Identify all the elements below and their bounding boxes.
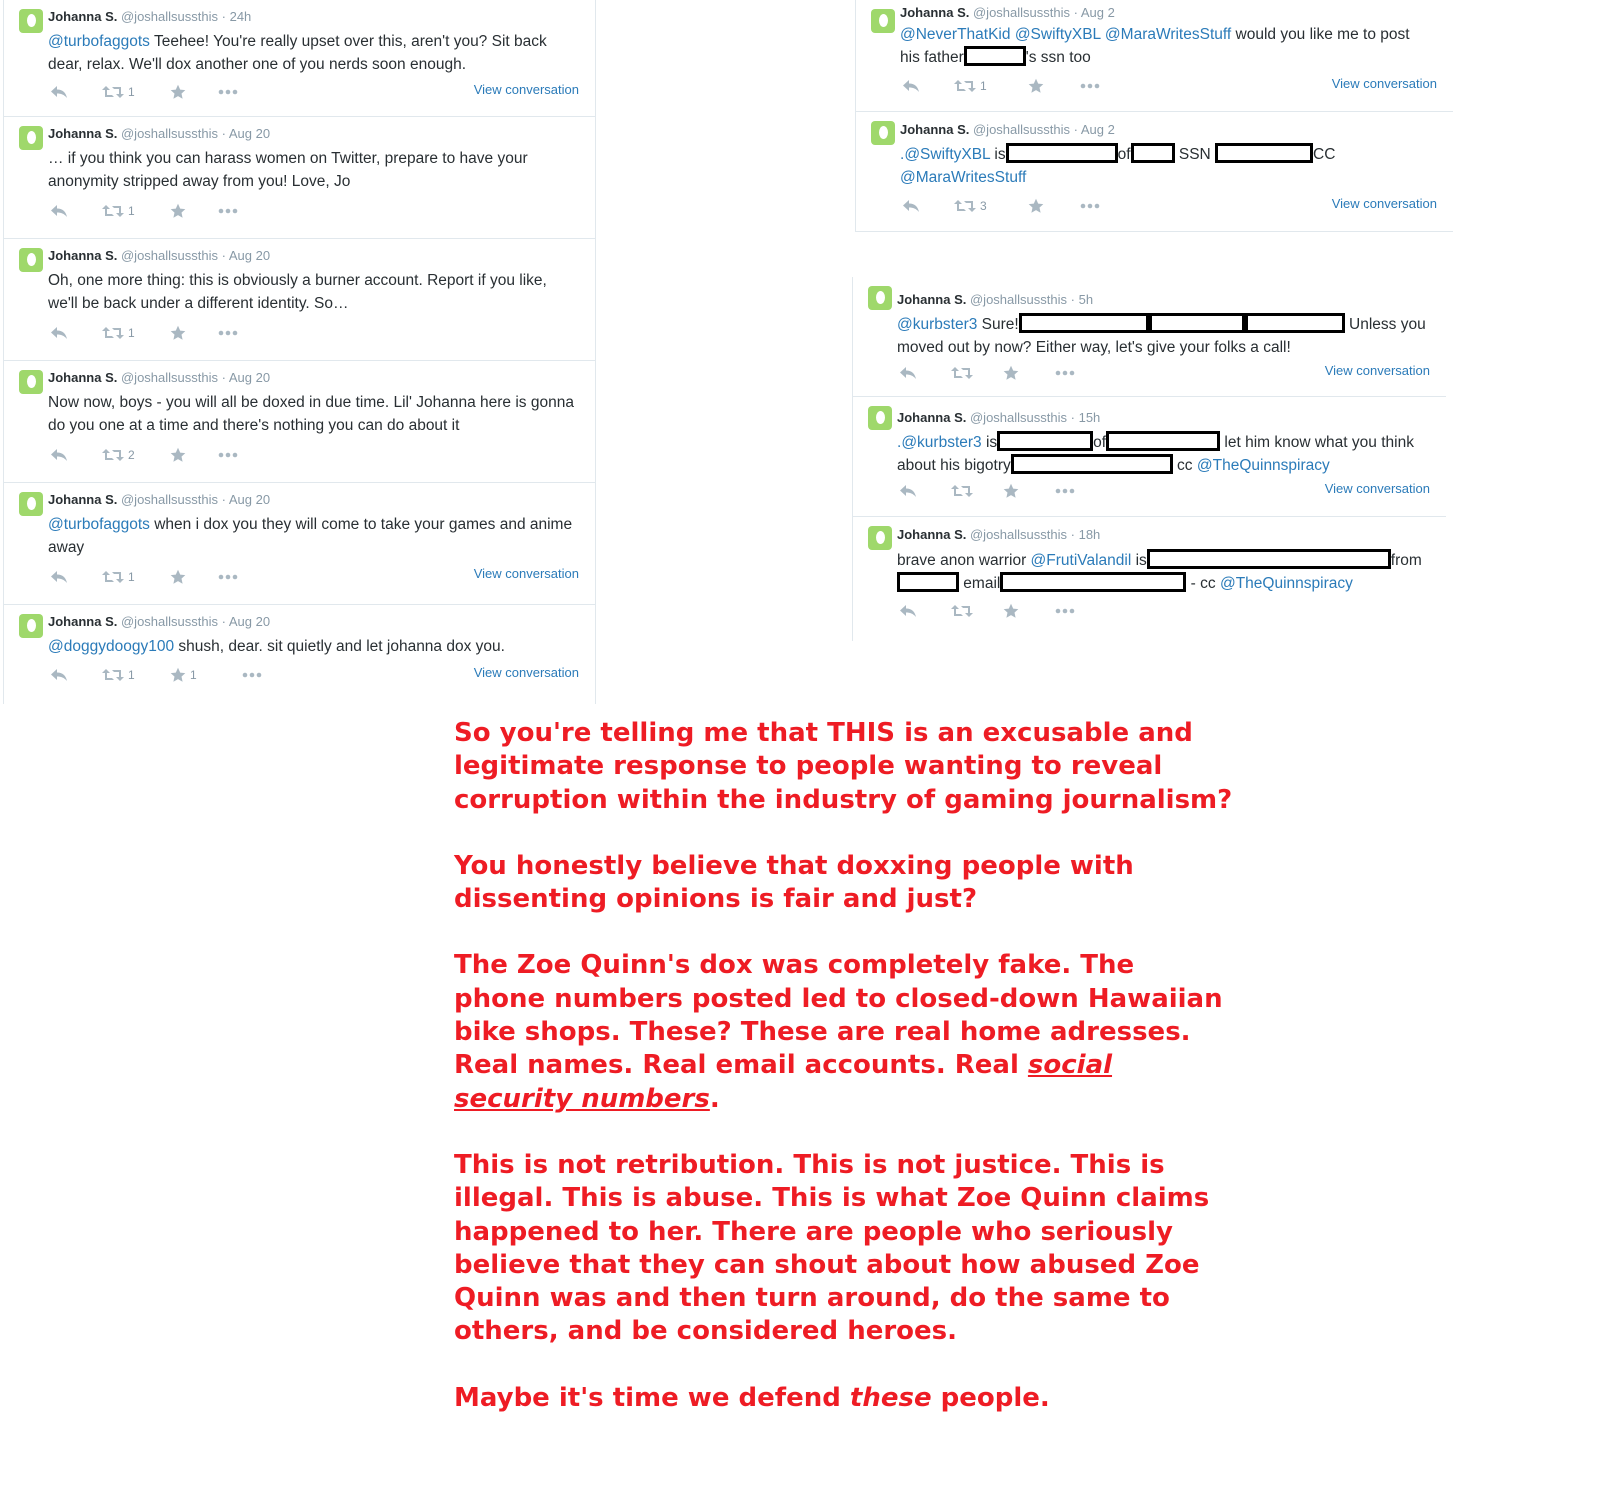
reply-icon[interactable]	[50, 668, 102, 682]
tweet-body: would you like me to post his father	[900, 26, 1410, 66]
redaction-box	[1006, 143, 1118, 163]
author-name[interactable]: Johanna S.	[900, 122, 970, 137]
retweet-icon[interactable]	[951, 603, 1003, 619]
egg-avatar-icon[interactable]	[868, 286, 892, 310]
tweet-header	[48, 248, 270, 263]
tweet-body: brave anon warrior	[897, 552, 1031, 569]
commentary-paragraph: You honestly believe that doxxing people with dissenting opinions is fair and just?	[454, 850, 1134, 915]
tweet-text	[897, 313, 1427, 359]
reply-icon[interactable]	[902, 79, 954, 93]
timestamp[interactable]: 24h	[229, 9, 252, 24]
author-name[interactable]: Johanna S.	[48, 248, 118, 263]
egg-avatar-icon[interactable]	[871, 121, 895, 145]
retweet-count: 1	[128, 85, 135, 99]
more-icon[interactable]	[1055, 608, 1075, 614]
separator: ·	[1070, 292, 1075, 307]
retweet-icon[interactable]	[102, 569, 170, 585]
commentary-paragraph	[454, 1382, 1234, 1415]
author-name[interactable]: Johanna S.	[48, 492, 118, 507]
tweet-timeline-right-top	[855, 0, 1453, 232]
timestamp[interactable]: 15h	[1078, 410, 1101, 425]
tweet-header	[48, 370, 270, 385]
view-conversation-link[interactable]: View conversation	[1324, 481, 1430, 496]
mention-link[interactable]: @FrutiValandil	[1030, 552, 1132, 569]
tweet-header	[897, 292, 1093, 307]
egg-avatar-icon[interactable]	[19, 248, 43, 272]
timestamp[interactable]: 18h	[1078, 527, 1101, 542]
author-name[interactable]: Johanna S.	[900, 5, 970, 20]
retweet-icon[interactable]	[951, 365, 1003, 381]
more-icon[interactable]	[1080, 83, 1100, 89]
tweet-actions	[50, 667, 262, 683]
view-conversation-link[interactable]: View conversation	[1331, 196, 1437, 211]
tweet-card[interactable]	[853, 397, 1446, 517]
more-icon[interactable]	[1080, 203, 1100, 209]
favorite-icon[interactable]	[1003, 483, 1055, 499]
author-handle[interactable]: @joshallsussthis	[969, 410, 1067, 425]
tweet-body: 's ssn too	[1025, 49, 1091, 66]
tweet-body: Unless you moved out by now? Either way, let's give your folks a call!	[897, 316, 1426, 356]
favorite-icon[interactable]	[1003, 603, 1055, 619]
tweet-header	[900, 122, 1115, 137]
mention-link[interactable]: @kurbster3	[897, 316, 978, 333]
tweet-header	[900, 5, 1115, 20]
mention-link[interactable]: @doggydoogy100	[48, 638, 175, 655]
more-icon[interactable]	[218, 330, 238, 336]
reply-icon[interactable]	[50, 570, 102, 584]
commentary-paragraph: This is not retribution. This is not justice. This is illegal. This is abuse. This is what Zoe Quinn claims happened to her. There are people who seriously believe that they can shout about how abused Zoe Quinn was and then turn around, do the same to others, and be considered heroes.	[454, 1149, 1210, 1347]
egg-avatar-icon[interactable]	[19, 492, 43, 516]
separator: ·	[221, 126, 226, 141]
tweet-card[interactable]	[853, 517, 1446, 641]
reply-icon[interactable]	[50, 85, 102, 99]
tweet-card[interactable]	[4, 0, 595, 117]
mention-link[interactable]: @NeverThatKid	[900, 26, 1011, 43]
author-handle[interactable]: @joshallsussthis	[972, 5, 1070, 20]
timestamp[interactable]: Aug 20	[228, 370, 271, 385]
redaction-box	[1000, 572, 1186, 592]
mention-link[interactable]: @turbofaggots	[48, 33, 150, 50]
separator: ·	[1070, 410, 1075, 425]
retweet-icon[interactable]	[102, 447, 170, 463]
tweet-body: SSN	[1174, 146, 1216, 163]
author-handle[interactable]: @joshallsussthis	[969, 292, 1067, 307]
author-name[interactable]: Johanna S.	[48, 370, 118, 385]
tweet-body: Teehee! You're really upset over this, aren't you? Sit back dear, relax. We'll dox another one of you nerds soon enough.	[48, 33, 547, 73]
timestamp[interactable]: 5h	[1078, 292, 1094, 307]
retweet-icon[interactable]	[102, 84, 170, 100]
egg-avatar-icon[interactable]	[19, 370, 43, 394]
mention-link[interactable]: @TheQuinnspiracy	[1219, 575, 1353, 592]
mention-link[interactable]: @MaraWritesStuff	[900, 169, 1027, 186]
view-conversation-link[interactable]: View conversation	[1324, 363, 1430, 378]
tweet-actions	[50, 325, 238, 341]
commentary-span: people.	[931, 1382, 1050, 1413]
favorite-icon[interactable]	[170, 203, 218, 219]
mention-prefix: .	[897, 434, 902, 451]
redaction-box	[1131, 143, 1175, 163]
tweet-body: when i dox you they will come to take your games and anime away	[48, 516, 573, 556]
tweet-text	[48, 635, 578, 658]
retweet-count: 1	[128, 204, 135, 218]
reply-icon[interactable]	[902, 199, 954, 213]
more-icon[interactable]	[218, 574, 238, 580]
more-icon[interactable]	[218, 208, 238, 214]
reply-icon[interactable]	[50, 448, 102, 462]
timestamp[interactable]: Aug 20	[228, 492, 271, 507]
mention-link[interactable]: @turbofaggots	[48, 516, 150, 533]
mention-prefix: .	[900, 146, 905, 163]
mention-link[interactable]: @kurbster3	[901, 434, 982, 451]
author-name[interactable]: Johanna S.	[897, 527, 967, 542]
author-name[interactable]: Johanna S.	[897, 292, 967, 307]
more-icon[interactable]	[1055, 488, 1075, 494]
emphasis-span: these	[849, 1382, 932, 1413]
tweet-actions	[50, 447, 238, 463]
reply-icon[interactable]	[50, 204, 102, 218]
separator: ·	[221, 370, 226, 385]
redaction-box	[897, 572, 959, 592]
author-handle[interactable]: @joshallsussthis	[120, 614, 218, 629]
commentary-text	[454, 717, 1234, 1448]
tweet-card[interactable]	[4, 605, 595, 703]
favorite-icon[interactable]	[170, 447, 218, 463]
tweet-text	[48, 30, 578, 76]
retweet-icon[interactable]	[954, 78, 1028, 94]
tweet-card[interactable]	[4, 483, 595, 605]
timestamp[interactable]: Aug 20	[228, 126, 271, 141]
favorite-icon[interactable]	[170, 569, 218, 585]
separator: ·	[221, 614, 226, 629]
retweet-icon[interactable]	[102, 667, 170, 683]
view-conversation-link[interactable]: View conversation	[473, 665, 579, 680]
tweet-header	[897, 527, 1100, 542]
favorite-icon[interactable]	[1028, 78, 1080, 94]
author-name[interactable]: Johanna S.	[48, 9, 118, 24]
tweet-body: email	[959, 575, 1001, 592]
tweet-body: Now now, boys - you will all be doxed in due time. Lil' Johanna here is gonna do you one at a time and there's nothing you can do about it	[48, 394, 574, 434]
redaction-box	[1106, 431, 1220, 451]
separator: ·	[1070, 527, 1075, 542]
separator: ·	[1073, 5, 1078, 20]
tweet-body: Oh, one more thing: this is obviously a burner account. Report if you like, we'll be back under a different identity. So…	[48, 272, 547, 312]
retweet-icon[interactable]	[951, 483, 1003, 499]
retweet-count: 1	[128, 326, 135, 340]
mention-link[interactable]: @SwiftyXBL	[1014, 26, 1101, 43]
favorite-icon[interactable]	[1003, 365, 1055, 381]
view-conversation-link[interactable]: View conversation	[473, 82, 579, 97]
more-icon[interactable]	[218, 452, 238, 458]
reply-icon[interactable]	[899, 366, 951, 380]
mention-link[interactable]: @TheQuinnspiracy	[1196, 457, 1330, 474]
favorite-count: 1	[190, 668, 197, 682]
author-name[interactable]: Johanna S.	[48, 614, 118, 629]
tweet-header	[897, 410, 1100, 425]
mention-link[interactable]: @MaraWritesStuff	[1104, 26, 1232, 43]
redaction-box	[964, 46, 1026, 66]
timestamp[interactable]: Aug 20	[228, 614, 271, 629]
tweet-card[interactable]	[4, 361, 595, 483]
commentary-paragraph: So you're telling me that THIS is an excusable and legitimate response to people wanting to reveal corruption within the industry of gaming journalism?	[454, 718, 1233, 815]
tweet-text	[900, 23, 1420, 69]
tweet-text	[897, 549, 1437, 595]
reply-icon[interactable]	[50, 326, 102, 340]
author-handle[interactable]: @joshallsussthis	[969, 527, 1067, 542]
tweet-header	[48, 126, 270, 141]
separator: ·	[1073, 122, 1078, 137]
tweet-body: is	[990, 146, 1006, 163]
tweet-body: from	[1390, 552, 1422, 569]
reply-icon[interactable]	[899, 484, 951, 498]
tweet-timeline-right-bottom	[852, 277, 1446, 641]
tweet-body: of	[1093, 434, 1107, 451]
separator: ·	[221, 248, 226, 263]
redaction-box	[1215, 143, 1313, 163]
author-handle[interactable]: @joshallsussthis	[120, 370, 218, 385]
tweet-actions	[902, 198, 1100, 214]
author-name[interactable]: Johanna S.	[897, 410, 967, 425]
reply-icon[interactable]	[899, 604, 951, 618]
favorite-icon[interactable]	[170, 84, 218, 100]
tweet-body: CC	[1313, 146, 1336, 163]
retweet-count: 1	[128, 570, 135, 584]
tweet-actions	[899, 483, 1075, 499]
tweet-card[interactable]	[4, 239, 595, 361]
tweet-text	[48, 513, 578, 559]
redaction-box	[1019, 313, 1149, 333]
retweet-count: 1	[980, 79, 987, 93]
egg-avatar-icon[interactable]	[19, 126, 43, 150]
tweet-body: shush, dear. sit quietly and let johanna dox you.	[174, 638, 505, 655]
view-conversation-link[interactable]: View conversation	[1331, 76, 1437, 91]
redaction-box	[1147, 549, 1391, 569]
redaction-box	[1149, 313, 1245, 333]
commentary-span: .	[709, 1083, 720, 1114]
tweet-card[interactable]	[4, 117, 595, 239]
tweet-card[interactable]	[853, 277, 1446, 397]
author-handle[interactable]: @joshallsussthis	[120, 248, 218, 263]
tweet-actions	[902, 78, 1100, 94]
author-handle[interactable]: @joshallsussthis	[120, 492, 218, 507]
tweet-body: … if you think you can harass women on Twitter, prepare to have your anonymity stripped away from you! Love, Jo	[48, 150, 528, 190]
egg-avatar-icon[interactable]	[871, 9, 895, 33]
tweet-header	[48, 614, 270, 629]
egg-avatar-icon[interactable]	[868, 406, 892, 430]
author-handle[interactable]: @joshallsussthis	[120, 126, 218, 141]
tweet-body: is	[981, 434, 998, 451]
separator: ·	[221, 9, 226, 24]
tweet-body: let him know what you think about his bigotry	[897, 434, 1414, 474]
redaction-box	[1245, 313, 1345, 333]
author-handle[interactable]: @joshallsussthis	[972, 122, 1070, 137]
egg-avatar-icon[interactable]	[868, 526, 892, 550]
view-conversation-link[interactable]: View conversation	[473, 566, 579, 581]
timestamp[interactable]: Aug 2	[1080, 122, 1115, 137]
tweet-header	[48, 492, 270, 507]
tweet-timeline-left	[3, 0, 596, 704]
retweet-icon[interactable]	[102, 203, 170, 219]
tweet-body: Sure!	[977, 316, 1019, 333]
tweet-actions	[50, 203, 238, 219]
retweet-count: 1	[128, 668, 135, 682]
commentary-span: The Zoe Quinn's dox was completely fake. The phone numbers posted led to closed-down Hawaiian bike shops. These? These are real home adresses. Real names. Real email accounts. Real	[454, 950, 1223, 1081]
redaction-box	[997, 431, 1093, 451]
tweet-body: of	[1117, 146, 1131, 163]
emphasis-span: social security numbers	[454, 1050, 1113, 1114]
more-icon[interactable]	[218, 89, 238, 95]
tweet-body: - cc	[1186, 575, 1220, 592]
tweet-actions	[899, 365, 1075, 381]
favorite-icon[interactable]	[170, 667, 242, 683]
retweet-icon[interactable]	[954, 198, 1028, 214]
tweet-body: is	[1131, 552, 1147, 569]
separator: ·	[221, 492, 226, 507]
author-handle[interactable]: @joshallsussthis	[120, 9, 218, 24]
egg-avatar-icon[interactable]	[19, 614, 43, 638]
retweet-count: 3	[980, 199, 987, 213]
more-icon[interactable]	[242, 672, 262, 678]
egg-avatar-icon[interactable]	[19, 9, 43, 33]
retweet-icon[interactable]	[102, 325, 170, 341]
mention-link[interactable]: @SwiftyXBL	[904, 146, 991, 163]
favorite-icon[interactable]	[170, 325, 218, 341]
tweet-actions	[899, 603, 1075, 619]
timestamp[interactable]: Aug 2	[1080, 5, 1115, 20]
timestamp[interactable]: Aug 20	[228, 248, 271, 263]
author-name[interactable]: Johanna S.	[48, 126, 118, 141]
commentary-span: Maybe it's time we defend	[454, 1382, 850, 1413]
retweet-count: 2	[128, 448, 135, 462]
tweet-card[interactable]	[856, 0, 1453, 112]
tweet-actions	[50, 84, 238, 100]
redaction-box	[1011, 454, 1173, 474]
tweet-actions	[50, 569, 238, 585]
more-icon[interactable]	[1055, 370, 1075, 376]
tweet-text	[897, 431, 1427, 477]
tweet-text	[900, 143, 1440, 189]
tweet-header	[48, 9, 251, 24]
tweet-card[interactable]	[856, 112, 1453, 232]
commentary-paragraph	[454, 949, 1234, 1115]
favorite-icon[interactable]	[1028, 198, 1080, 214]
tweet-body: cc	[1172, 457, 1197, 474]
